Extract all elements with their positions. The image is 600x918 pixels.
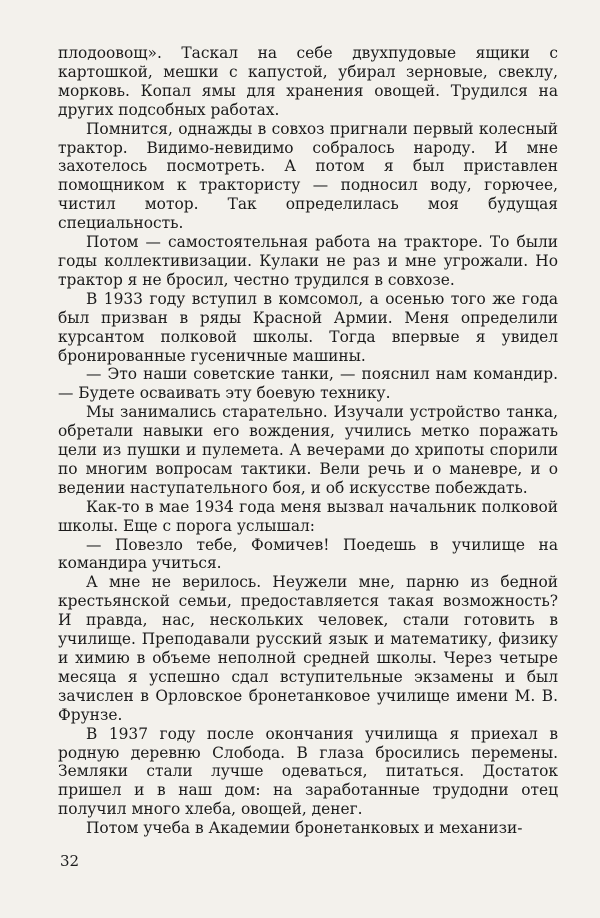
paragraph-11: Потом учеба в Академии бронетанковых и механизи- (86, 819, 523, 838)
paragraph-7: Как-то в мае 1934 года меня вызвал начальник полковой школы. Еще с порога услышал: (58, 497, 558, 535)
paragraph-8: — Повезло тебе, Фомичев! Поедешь в училище на командира учиться. (58, 535, 558, 573)
paragraph-9: А мне не верилось. Неужели мне, парню из бедной крестьянской семьи, предоставляется такая возможность? И правда, нас, нескольких человек, стали готовить в училище. Преподавали русский язык и математику, физику и химию в объеме неполной средней школы. Через четыре месяца я успешно сдал вступительные экзамены и был зачислен в Орловское бронетанковое училище имени М. В. Фрунзе. (58, 573, 558, 724)
paragraph-4: В 1933 году вступил в комсомол, а осенью того же года был призван в ряды Красной Армии. Меня определили курсантом полковой школы. Тогда впервые я увидел бронированные гусеничные машины. (58, 289, 558, 365)
paragraph-2: Помнится, однажды в совхоз пригнали первый колесный трактор. Видимо-невидимо собралось народу. И мне захотелось посмотреть. А потом я был приставлен помощником к трактористу — подносил воду, горючее, чистил мотор. Так определилась моя будущая специальность. (58, 119, 558, 233)
paragraph-3: Потом — самостоятельная работа на тракторе. То были годы коллективизации. Кулаки не раз и мне угрожали. Но трактор я не бросил, честно трудился в совхозе. (58, 233, 558, 289)
paragraph-10: В 1937 году после окончания училища я приехал в родную деревню Слобода. В глаза бросились перемены. Земляки стали лучше одеваться, питаться. Достаток пришел и в наш дом: на заработанные трудодни отец получил много хлеба, овощей, денег. (58, 724, 558, 819)
page-number: 32 (60, 852, 80, 870)
paragraph-6: Мы занимались старательно. Изучали устройство танка, обретали навыки его вождения, учились метко поражать цели из пушки и пулемета. А вечерами до хрипоты спорили по многим вопросам тактики. Вели речь и о маневре, и о ведении наступательного боя, и об искусстве побеждать. (58, 403, 558, 497)
paragraph-1: плодоовощ». Таскал на себе двухпудовые ящики с картошкой, мешки с капустой, убирал зерновые, свеклу, морковь. Копал ямы для хранения овощей. Трудился на других подсобных работах. (58, 44, 558, 119)
body-text (58, 44, 558, 838)
paragraph-5: — Это наши советские танки, — пояснил нам командир. — Будете осваивать эту боевую технику. (58, 365, 558, 403)
